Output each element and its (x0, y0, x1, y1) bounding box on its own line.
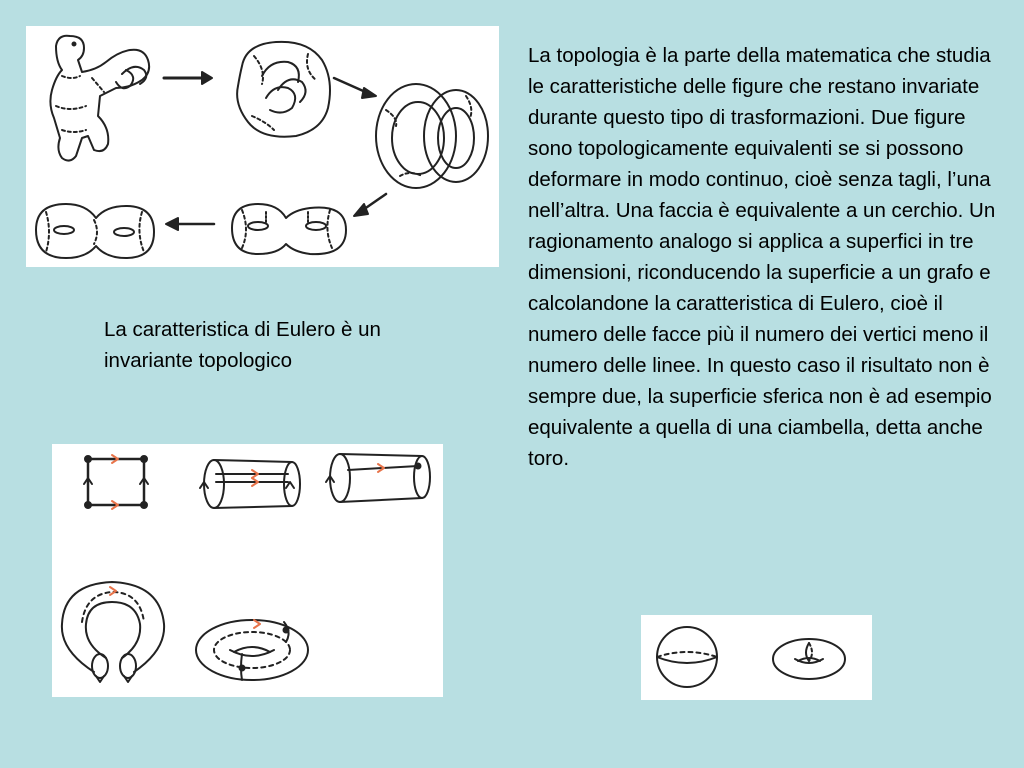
cylinder-icon (326, 454, 430, 502)
knotted-figure-icon (50, 36, 149, 161)
cylinder-icon (200, 460, 300, 508)
torus-icon (773, 639, 845, 679)
bent-ring-icon (62, 582, 164, 682)
square-gluing-icon (84, 455, 148, 509)
peanut-torus-icon (36, 204, 154, 258)
arrow-left-icon (166, 218, 214, 230)
torus-icon (196, 620, 308, 680)
torus-construction-figure (52, 444, 443, 697)
main-paragraph: La topologia è la parte della matematica che studia le caratteristiche delle figure che restano invariate durante questo tipo di trasformazioni. Due figure sono topologicamente equivalenti se si possono deformare in modo continuo, cioè senza tagli, l’una nell’altra. Una faccia è equivalente a un cerchio. Un ragionamento analogo si applica a superfici in tre dimensioni, riconducendo la superficie a un grafo e calcolandone la caratteristica di Eulero, cioè il numero delle facce più il numero dei vertici meno il numero delle linee. In questo caso il risultato non è sempre due, la superficie sferica non è ad esempio equivalente a quella di una ciambella, detta anche toro. (528, 44, 996, 470)
deformation-figure (26, 26, 499, 267)
double-torus-icon (376, 84, 488, 188)
sphere-torus-figure (641, 615, 872, 700)
two-hole-torus-icon (232, 204, 346, 254)
arrow-down-left-icon (354, 194, 386, 216)
folded-torus-icon (237, 42, 330, 137)
euler-caption: La caratteristica di Eulero è un invariante topologico (104, 318, 381, 372)
arrow-right-icon (164, 72, 212, 84)
sphere-icon (657, 627, 717, 687)
arrow-down-right-icon (334, 78, 376, 98)
